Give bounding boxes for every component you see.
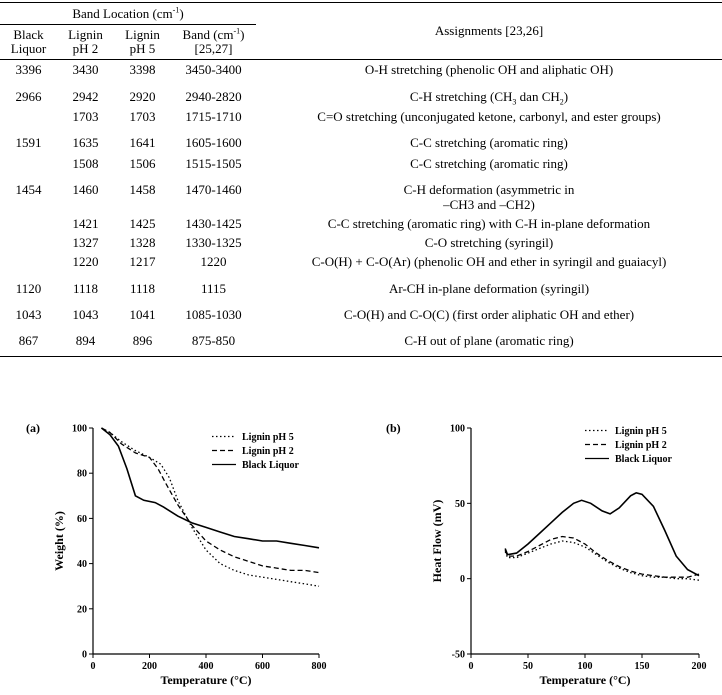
table-cell: 1508 <box>72 155 99 171</box>
table-cell: 1120 <box>15 280 42 296</box>
table-cell: 3430 <box>72 62 99 77</box>
table-cell: 1220 <box>200 253 227 269</box>
table-cell: 2920 <box>129 88 156 104</box>
table-cell <box>0 254 57 281</box>
table-cell: C-C stretching (aromatic ring) with C-H in-plane deformation <box>327 215 651 231</box>
panel-label: (b) <box>386 421 401 435</box>
legend-label: Lignin pH 2 <box>242 446 294 457</box>
table-row <box>0 333 722 357</box>
table-cell: 1043 <box>15 306 42 322</box>
y-tick-label: 100 <box>72 423 87 435</box>
table-cell: 3450-3400 <box>185 62 242 77</box>
table-row <box>0 235 722 254</box>
legend-label: Lignin pH 2 <box>615 440 667 451</box>
legend-label: Lignin pH 5 <box>242 432 294 443</box>
table-row <box>0 216 722 235</box>
table-cell: 1470-1460 <box>185 181 242 197</box>
table-row <box>0 156 722 182</box>
table-cell: 2966 <box>15 88 42 104</box>
table-cell: C-C stretching (aromatic ring) <box>410 134 568 150</box>
x-tick-label: 200 <box>691 661 707 672</box>
table-cell: 1217 <box>129 253 156 269</box>
table-row <box>0 60 722 89</box>
table-cell: 2940-2820 <box>185 88 242 104</box>
table-cell <box>0 109 57 135</box>
table-cell: 1118 <box>72 280 99 296</box>
x-tick-label: 0 <box>90 661 96 672</box>
table-cell: 1458 <box>129 181 156 197</box>
x-axis-title: Temperature (°C) <box>160 673 252 687</box>
y-tick-label: 20 <box>77 604 87 616</box>
table-cell: C=O stretching (unconjugated ketone, carbonyl, and ester groups) <box>317 108 661 124</box>
y-axis-title: Weight (%) <box>52 511 66 571</box>
x-tick-label: 50 <box>523 661 533 672</box>
table-cell: 1421 <box>72 215 99 231</box>
table-cell: 3396 <box>15 62 42 77</box>
table-cell: C-H stretching ($CH_3$ dan $CH_2$) <box>409 88 569 107</box>
assignments-header: Assignments [23,26] <box>256 3 722 60</box>
table-cell: 867 <box>0 333 57 357</box>
band-location-header: Band Location $(cm^{-1})$ <box>0 3 256 25</box>
table-cell: 1330-1325 <box>185 234 242 250</box>
table-cell: 3398 <box>129 62 156 77</box>
table-cell: 1118 <box>129 280 156 296</box>
table-cell: C-O(H) and C-O(C) (first order aliphatic OH and ether) <box>343 306 635 322</box>
table-cell: 1703 <box>72 108 99 124</box>
table-cell: 1460 <box>72 181 99 197</box>
table-cell: 1591 <box>15 134 42 150</box>
table-cell: 1115 <box>200 280 227 296</box>
y-tick-label: 60 <box>77 513 87 525</box>
table-cell: 1328 <box>129 234 156 250</box>
panel-label: (a) <box>26 421 40 435</box>
table-cell: 1515-1505 <box>185 155 242 171</box>
table-cell: 894 <box>57 333 114 357</box>
y-tick-label: 80 <box>77 468 87 480</box>
table-cell: 2942 <box>72 88 99 104</box>
x-tick-label: 100 <box>577 661 593 672</box>
table-cell: 1641 <box>129 134 156 150</box>
table-cell: 1041 <box>129 306 156 322</box>
table-cell: 1327 <box>72 234 99 250</box>
y-tick-label: 0 <box>460 574 465 586</box>
series-line <box>505 541 699 580</box>
y-axis-title: Heat Flow (mV) <box>430 499 444 583</box>
table-cell: 1454 <box>15 181 42 197</box>
series-line <box>505 493 699 576</box>
legend-label: Lignin pH 5 <box>615 426 667 437</box>
table-cell: 1430-1425 <box>185 215 242 231</box>
y-tick-label: 0 <box>82 649 87 661</box>
x-tick-label: 200 <box>142 661 157 672</box>
table-cell: 1605-1600 <box>185 134 242 150</box>
table-cell: O-H stretching (phenolic OH and aliphatic OH) <box>364 62 614 77</box>
x-tick-label: 800 <box>311 661 327 672</box>
legend-label: Black Liquor <box>242 460 299 471</box>
x-tick-label: 0 <box>468 661 474 672</box>
reference-band-header: Band $(cm^{-1})$ [25,27] <box>171 25 256 60</box>
table-cell: C-O(H) + C-O(Ar) (phenolic OH and ether in syringil and guaiacyl) <box>311 253 667 269</box>
table-group-header-row <box>0 3 722 25</box>
table-cell: C-H deformation (asymmetric in –CH3 and –CH2) <box>403 181 575 212</box>
table-cell: 1085-1030 <box>185 306 242 322</box>
x-tick-label: 400 <box>198 661 214 672</box>
table-row <box>0 182 722 216</box>
table-cell: C-H out of plane (aromatic ring) <box>256 333 722 357</box>
table-cell: C-O stretching (syringil) <box>424 234 554 250</box>
table-cell: 1220 <box>72 253 99 269</box>
table-cell: 875-850 <box>171 333 256 357</box>
table-row <box>0 254 722 281</box>
table-row <box>0 135 722 156</box>
table-cell: 1425 <box>129 215 156 231</box>
y-tick-label: 50 <box>455 498 465 510</box>
table-row <box>0 89 722 109</box>
y-tick-label: 100 <box>450 423 465 435</box>
y-tick-label: -50 <box>451 649 465 661</box>
table-cell: 1703 <box>129 108 156 124</box>
tga-chart <box>20 418 340 694</box>
table-cell: 896 <box>114 333 171 357</box>
x-tick-label: 150 <box>634 661 650 672</box>
table-cell: C-C stretching (aromatic ring) <box>410 155 568 171</box>
x-tick-label: 600 <box>255 661 270 672</box>
table-cell <box>0 156 57 182</box>
ftir-band-table <box>0 2 722 357</box>
legend-label: Black Liquor <box>615 454 672 465</box>
table-cell: 1043 <box>72 306 99 322</box>
table-cell: 1715-1710 <box>185 108 242 124</box>
y-tick-label: 40 <box>77 559 87 571</box>
table-row <box>0 109 722 135</box>
table-cell: Ar-CH in-plane deformation (syringil) <box>388 280 590 296</box>
table-cell <box>0 235 57 254</box>
table-row <box>0 281 722 307</box>
table-cell <box>0 216 57 235</box>
x-axis-title: Temperature (°C) <box>539 673 631 687</box>
black-liquor-header: Black Liquor <box>0 25 57 60</box>
table-cell: 1506 <box>129 155 156 171</box>
lignin-ph2-header: Lignin pH 2 <box>57 25 114 60</box>
lignin-ph5-header: Lignin pH 5 <box>114 25 171 60</box>
dta-chart <box>380 418 720 694</box>
table-cell: 1635 <box>72 134 99 150</box>
table-row <box>0 307 722 333</box>
